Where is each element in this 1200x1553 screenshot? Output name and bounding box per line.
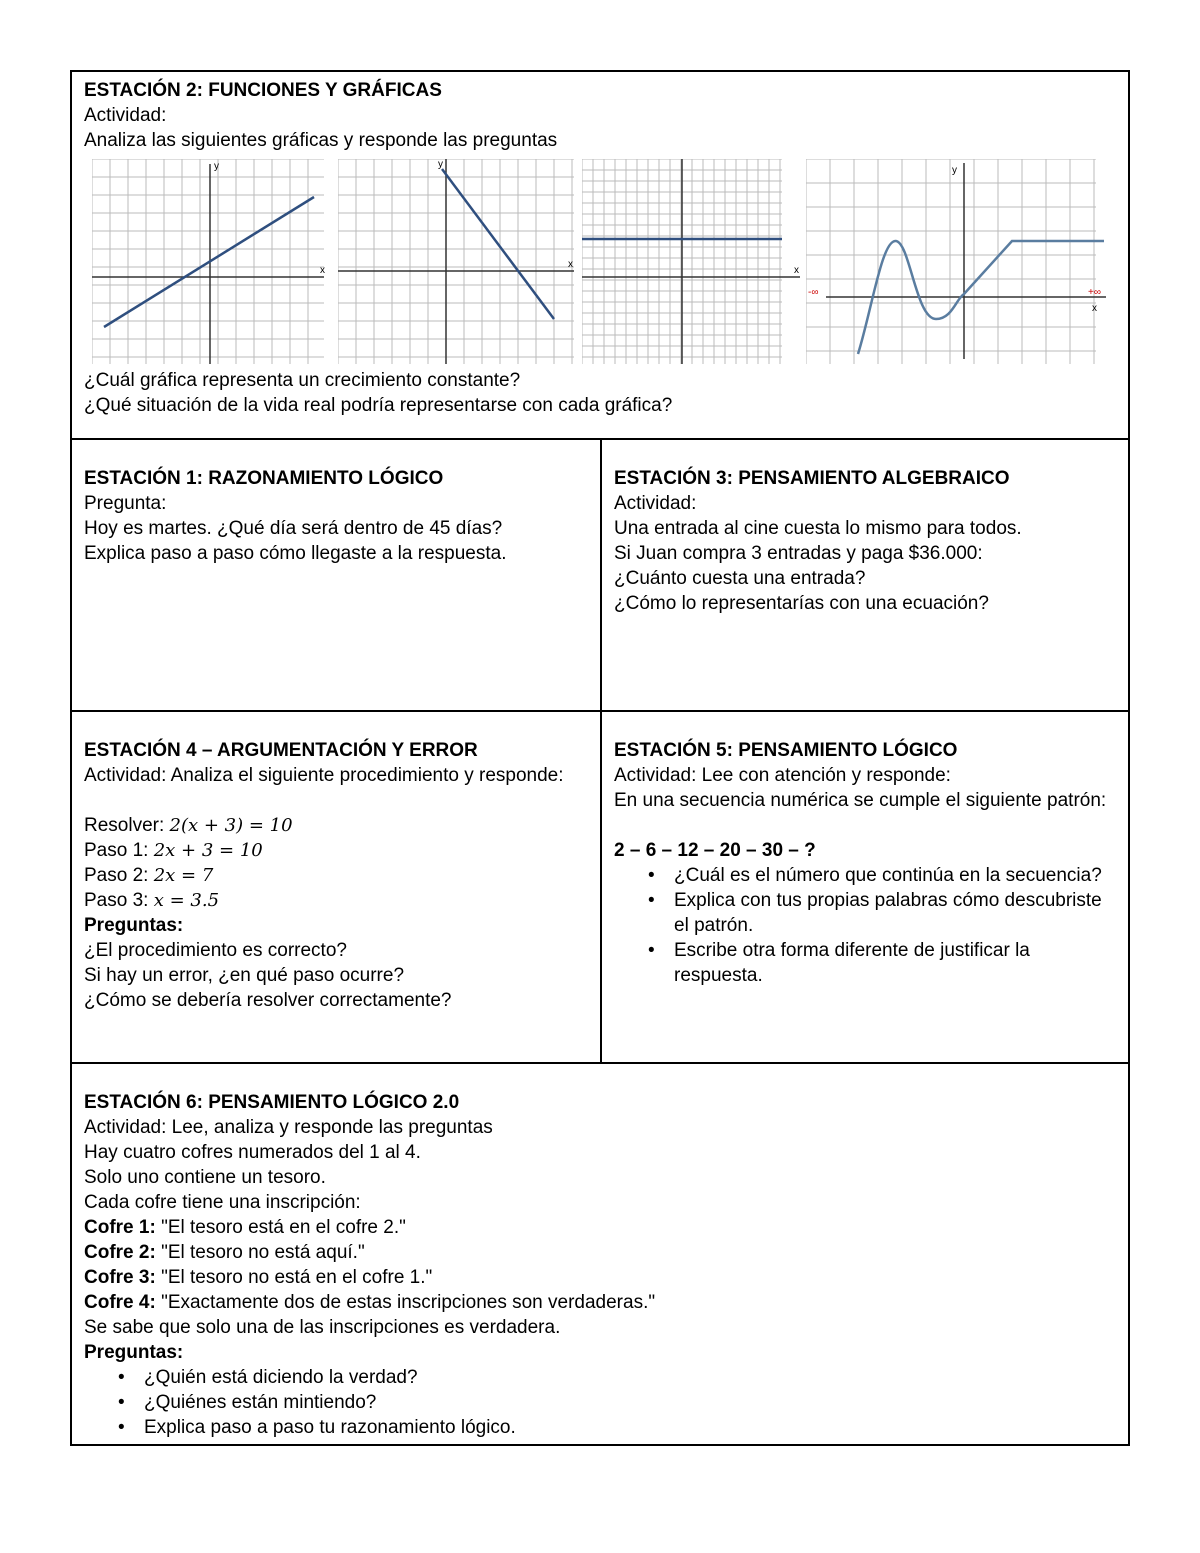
- list-item: • Explica paso a paso tu razonamiento lógico.: [144, 1415, 1116, 1440]
- graph-2-y-label: y: [438, 159, 443, 170]
- chest-4: [84, 1290, 1116, 1315]
- graph-4-neg-inf: -∞: [808, 287, 819, 298]
- station-4-question-3: ¿Cómo se debería resolver correctamente?: [84, 990, 452, 1011]
- graph-3-constant-line: [582, 159, 802, 364]
- chest-text: "El tesoro está en el cofre 2.": [155, 1217, 406, 1238]
- chest-label: Cofre 2:: [84, 1242, 156, 1263]
- chest-1: [84, 1215, 1116, 1240]
- station-3-title: ESTACIÓN 3: PENSAMIENTO ALGEBRAICO: [614, 468, 1010, 489]
- chest-3: [84, 1265, 1116, 1290]
- list-item: • ¿Cuál es el número que continúa en la secuencia?: [674, 863, 1116, 888]
- station-1-line-2: Explica paso a paso cómo llegaste a la respuesta.: [84, 543, 507, 564]
- graph-4-x-label: x: [1092, 303, 1097, 314]
- graph-4-y-label: y: [952, 165, 957, 176]
- station-6-title: ESTACIÓN 6: PENSAMIENTO LÓGICO 2.0: [84, 1092, 460, 1113]
- list-item: • Escribe otra forma diferente de justificar la respuesta.: [674, 938, 1116, 988]
- graph-4-piecewise-curve: [806, 159, 1106, 364]
- station-4-step-2: [84, 863, 588, 888]
- station-3-cell: [600, 440, 1128, 710]
- chest-label: Cofre 1:: [84, 1217, 156, 1238]
- station-6-row: [72, 1062, 1128, 1444]
- station-2-activity-label: Actividad:: [84, 105, 167, 126]
- station-2-title: ESTACIÓN 2: FUNCIONES Y GRÁFICAS: [84, 80, 442, 101]
- graph-2-decreasing-line: [338, 159, 578, 364]
- graphs-strip: [84, 159, 1116, 364]
- step-math: x = 3.5: [153, 890, 220, 911]
- graph-1-increasing-line: [92, 159, 332, 364]
- station-5-bullets: [614, 863, 1116, 988]
- station-1-title: ESTACIÓN 1: RAZONAMIENTO LÓGICO: [84, 468, 444, 489]
- sequence-text: 2 – 6 – 12 – 20 – 30 – ?: [614, 840, 816, 861]
- spacer: [614, 813, 1116, 838]
- station-6-line-2: Hay cuatro cofres numerados del 1 al 4.: [84, 1142, 421, 1163]
- list-item: • ¿Quién está diciendo la verdad?: [144, 1365, 1116, 1390]
- station-3-line-3: ¿Cuánto cuesta una entrada?: [614, 568, 866, 589]
- station-2-row: [72, 72, 1128, 438]
- station-3-line-1: Una entrada al cine cuesta lo mismo para todos.: [614, 518, 1022, 539]
- step-label: Paso 1:: [84, 840, 154, 861]
- step-label: Paso 3:: [84, 890, 154, 911]
- station-2-cell: [72, 72, 1128, 438]
- list-item: • ¿Quiénes están mintiendo?: [144, 1390, 1116, 1415]
- station-4-question-2: Si hay un error, ¿en qué paso ocurre?: [84, 965, 405, 986]
- station-4-step-0: [84, 813, 588, 838]
- questions-label: Preguntas:: [84, 915, 184, 936]
- station-6-bullets: [84, 1365, 1116, 1440]
- station-4-title: ESTACIÓN 4 – ARGUMENTACIÓN Y ERROR: [84, 740, 478, 761]
- station-3-line-2: Si Juan compra 3 entradas y paga $36.000:: [614, 543, 983, 564]
- chest-text: "Exactamente dos de estas inscripciones son verdaderas.": [155, 1292, 656, 1313]
- station-5-title: ESTACIÓN 5: PENSAMIENTO LÓGICO: [614, 740, 958, 761]
- station-2-question-2: ¿Qué situación de la vida real podría representarse con cada gráfica?: [84, 395, 673, 416]
- station-6-line-1: Actividad: Lee, analiza y responde las preguntas: [84, 1117, 493, 1138]
- step-math: 2(x + 3) = 10: [169, 815, 293, 836]
- step-math: 2x + 3 = 10: [153, 840, 263, 861]
- chest-label: Cofre 3:: [84, 1267, 156, 1288]
- graph-1-x-label: x: [320, 265, 325, 276]
- station-6-cell: [72, 1064, 1128, 1444]
- station-1-line-1: Hoy es martes. ¿Qué día será dentro de 45 días?: [84, 518, 503, 539]
- station-6-questions-label: [84, 1340, 1116, 1365]
- station-5-cell: [600, 712, 1128, 1062]
- stations-4-5-row: [72, 710, 1128, 1062]
- chest-text: "El tesoro no está aquí.": [155, 1242, 365, 1263]
- station-4-step-3: [84, 888, 588, 913]
- station-2-instruction: Analiza las siguientes gráficas y responde las preguntas: [84, 130, 558, 151]
- station-5-intro: En una secuencia numérica se cumple el siguiente patrón:: [614, 790, 1107, 811]
- step-math: 2x = 7: [153, 865, 214, 886]
- step-label: Paso 2:: [84, 865, 154, 886]
- graph-3-x-label: x: [794, 265, 799, 276]
- spacer: [84, 788, 588, 813]
- station-6-closing: Se sabe que solo una de las inscripciones es verdadera.: [84, 1317, 561, 1338]
- worksheet-table: [70, 70, 1130, 1446]
- station-4-step-1: [84, 838, 588, 863]
- station-1-label: Pregunta:: [84, 493, 167, 514]
- list-item: • Explica con tus propias palabras cómo descubriste el patrón.: [674, 888, 1116, 938]
- questions-label: Preguntas:: [84, 1342, 184, 1363]
- station-4-activity: Actividad: Analiza el siguiente procedimiento y responde:: [84, 765, 564, 786]
- station-6-line-3: Solo uno contiene un tesoro.: [84, 1167, 326, 1188]
- station-5-sequence: [614, 838, 1116, 863]
- station-4-cell: [72, 712, 600, 1062]
- graph-4-pos-inf: +∞: [1088, 287, 1101, 298]
- chest-2: [84, 1240, 1116, 1265]
- stations-1-3-row: [72, 438, 1128, 710]
- station-1-cell: [72, 440, 600, 710]
- station-6-line-4: Cada cofre tiene una inscripción:: [84, 1192, 361, 1213]
- graph-1-y-label: y: [214, 161, 219, 172]
- graph-2-x-label: x: [568, 259, 573, 270]
- station-3-label: Actividad:: [614, 493, 697, 514]
- station-4-question-1: ¿El procedimiento es correcto?: [84, 940, 347, 961]
- station-2-question-1: ¿Cuál gráfica representa un crecimiento constante?: [84, 370, 521, 391]
- station-5-activity: Actividad: Lee con atención y responde:: [614, 765, 951, 786]
- chest-label: Cofre 4:: [84, 1292, 156, 1313]
- station-3-line-4: ¿Cómo lo representarías con una ecuación?: [614, 593, 989, 614]
- station-4-questions-label: [84, 913, 588, 938]
- step-label: Resolver:: [84, 815, 170, 836]
- chest-text: "El tesoro no está en el cofre 1.": [155, 1267, 433, 1288]
